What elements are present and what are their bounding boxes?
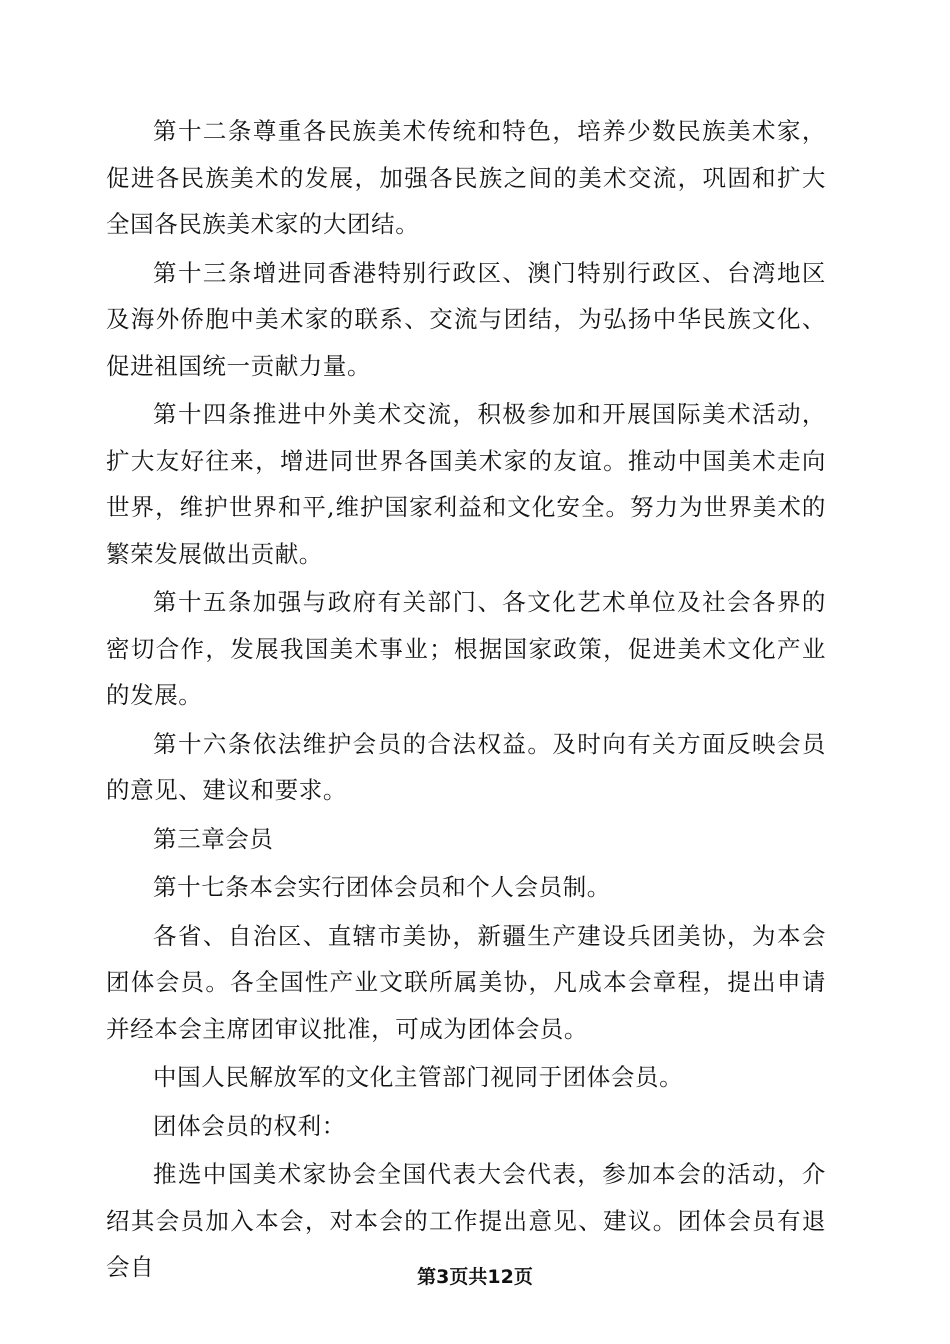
group-members-paragraph: 各省、自治区、直辖市美协，新疆生产建设兵团美协，为本会团体会员。各全国性产业文联所属美协，凡成本会章程，提出申请并经本会主席团审议批准，可成为团体会员。: [106, 921, 826, 1043]
article-12-paragraph: 第十二条尊重各民族美术传统和特色，培养少数民族美术家，促进各民族美术的发展，加强各民族之间的美术交流，巩固和扩大全国各民族美术家的大团结。: [106, 117, 826, 238]
document-body: [106, 108, 826, 1293]
pla-paragraph: 中国人民解放军的文化主管部门视同于团体会员。: [153, 1063, 684, 1091]
group-rights-paragraph: 推选中国美术家协会全国代表大会代表，参加本会的活动，介绍其会员加入本会，对本会的工作提出意见、建议。团体会员有退会自: [106, 1160, 826, 1281]
article-15-paragraph: 第十五条加强与政府有关部门、各文化艺术单位及社会各界的密切合作，发展我国美术事业；根据国家政策，促进美术文化产业的发展。: [106, 588, 826, 709]
group-rights-heading: 团体会员的权利：: [153, 1111, 346, 1140]
chapter-3-heading: 第三章会员: [153, 824, 274, 853]
article-16-paragraph: 第十六条依法维护会员的合法权益。及时向有关方面反映会员的意见、建议和要求。: [106, 729, 826, 804]
article-14-paragraph: 第十四条推进中外美术交流，积极参加和开展国际美术活动，扩大友好往来，增进同世界各国美术家的友谊。推动中国美术走向世界，维护世界和平,维护国家利益和文化安全。努力为世界美术的繁荣发展做出贡献。: [106, 400, 826, 568]
article-17-paragraph: 第十七条本会实行团体会员和个人会员制。: [153, 873, 611, 901]
page-number-footer: 第3页共12页: [417, 1266, 533, 1288]
article-13-paragraph: 第十三条增进同香港特别行政区、澳门特别行政区、台湾地区及海外侨胞中美术家的联系、交流与团结，为弘扬中华民族文化、促进祖国统一贡献力量。: [106, 258, 826, 380]
